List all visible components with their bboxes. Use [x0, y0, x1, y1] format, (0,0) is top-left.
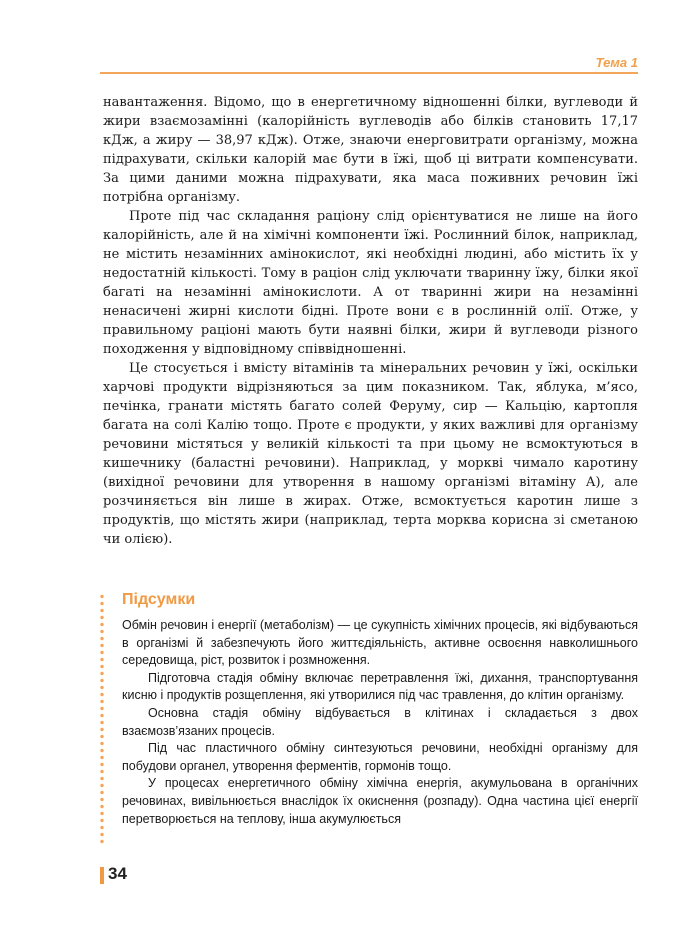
page-number-marker [100, 867, 104, 884]
summary-paragraph-4: Під час пластичного обміну синтезуються речовини, необхідні організму для побудови органел, утворення ферментів, гормонів тощо. [122, 741, 638, 773]
summary-paragraph-5: У процесах енергетичного обміну хімічна енергія, акумульована в органічних речовинах, вивільнюється внаслідок їх окиснення (розпаду). Одна частина цієї енергії перетворюється на теплову, інша акумулюється [122, 776, 638, 826]
summary-paragraph-3: Основна стадія обміну відбувається в клітинах і складається з двох взаємозв’язаних процесів. [122, 705, 638, 738]
header-rule [100, 72, 638, 74]
page-number: 34 [108, 864, 127, 883]
summary-paragraph-1: Обмін речовин і енергії (метаболізм) — це сукупність хімічних процесів, які відбуваються в організмі й забезпечують його життєдіяльність, активне освоєння навколишнього середовища, ріст, розвиток і розмноження. [122, 618, 638, 668]
summary-title: Підсумки [122, 591, 196, 608]
topic-label: Тема 1 [595, 55, 638, 70]
summary-paragraph-2: Підготовча стадія обміну включає перетравлення їжі, дихання, транспортування кисню і продуктів розщеплення, які утворилися під час травлення, до клітин організму. [122, 670, 638, 703]
summary-text [122, 617, 638, 828]
main-paragraph-3: Це стосується і вмісту вітамінів та мінеральних речовин у їжі, оскільки харчові продукти відрізняються за цим показником. Так, яблука, м’ясо, печінка, гранати містять багато солей Феруму, сир — Кальцію, картопля багата на солі Калію тощо. Проте є продукти, у яких важливі для організму речовини містяться у великій кількості та при цьому не всмоктуються в кишечнику (баластні речовини). Наприклад, у моркві чимало каротину (вихідної речовини для утворення в нашому організмі вітаміну А), але розчиняється він лише в жирах. Отже, всмоктується каротин лише з продуктів, що містять жири (наприклад, терта морква корисна зі сметаною чи олією). [103, 361, 638, 547]
main-text [103, 93, 638, 549]
main-paragraph-2: Проте під час складання раціону слід орієнтуватися не лише на його калорійність, але й на хімічні компоненти їжі. Рослинний білок, наприклад, не містить незамінних амінокислот, які необхідні людині, або містить їх у недостатній кількості. Тому в раціон слід уключати тваринну їжу, білки якої багаті на незамінні амінокислоти. А от тваринні жири на незамінні ненасичені жирні кислоти бідні. Проте вони є в рослинній олії. Отже, у правильному раціоні мають бути наявні білки, жири й вуглеводи різного походження у відповідному співвідношенні. [103, 209, 638, 357]
main-paragraph-1: навантаження. Відомо, що в енергетичному відношенні білки, вуглеводи й жири взаємозамінні (калорійність вуглеводів або білків становить 17,17 кДж, а жиру — 38,97 кДж). Отже, знаючи енерговитрати організму, можна підрахувати, скільки калорій має бути в їжі, щоб ці витрати компенсувати. За цими даними можна підрахувати, яка маса поживних речовин їжі потрібна організму. [103, 95, 638, 205]
summary-dotted-rule [100, 593, 104, 845]
